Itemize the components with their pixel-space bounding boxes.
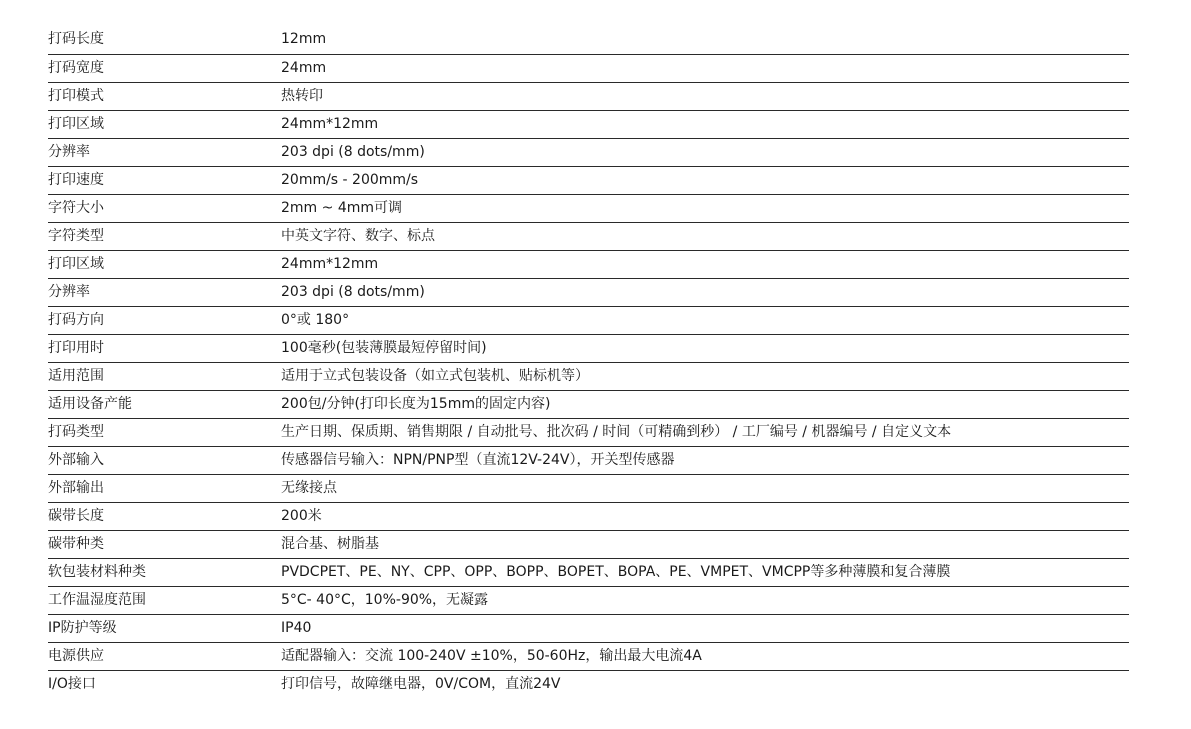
spec-row [48,110,1129,138]
spec-row [48,250,1129,278]
spec-row [48,502,1129,530]
spec-value: 生产日期、保质期、销售期限 / 自动批号、批次码 / 时间（可精确到秒） / 工厂编号 / 机器编号 / 自定义文本 [281,423,952,440]
spec-row [48,278,1129,306]
spec-value: 24mm [281,59,327,76]
spec-value: 无缘接点 [281,479,337,496]
spec-label: 字符大小 [48,199,104,216]
spec-label: 碳带长度 [48,507,104,524]
spec-label: I/O接口 [48,675,96,692]
spec-label: 打码方向 [48,311,104,328]
spec-label: 适用设备产能 [48,395,132,412]
spec-label: 分辨率 [48,143,90,160]
spec-label: 分辨率 [48,283,90,300]
spec-label: IP防护等级 [48,619,117,636]
spec-row [48,418,1129,446]
spec-label: 字符类型 [48,227,104,244]
spec-value: 203 dpi (8 dots/mm) [281,283,425,300]
spec-table-body [48,26,1129,698]
spec-row [48,558,1129,586]
spec-row [48,334,1129,362]
spec-label: 打印速度 [48,171,104,188]
spec-value: 20mm/s - 200mm/s [281,171,419,188]
spec-value: 200米 [281,507,322,524]
spec-row [48,586,1129,614]
spec-label: 打印区域 [48,115,104,132]
spec-table [48,26,1129,698]
spec-label: 碳带种类 [48,535,104,552]
spec-value: 203 dpi (8 dots/mm) [281,143,425,160]
spec-row [48,138,1129,166]
spec-label: 工作温湿度范围 [48,591,146,608]
spec-label: 外部输出 [48,479,104,496]
spec-value: 24mm*12mm [281,115,379,132]
spec-row [48,166,1129,194]
spec-label: 打印模式 [48,87,104,104]
spec-value: 打印信号，故障继电器，0V/COM，直流24V [281,675,561,692]
spec-value: 适用于立式包装设备（如立式包装机、贴标机等） [281,367,589,384]
spec-value: IP40 [281,619,312,636]
spec-row [48,222,1129,250]
spec-row [48,194,1129,222]
spec-label: 打码类型 [48,423,104,440]
spec-value: 热转印 [281,87,323,104]
spec-row [48,530,1129,558]
spec-value: 2mm ~ 4mm可调 [281,199,402,216]
spec-row [48,54,1129,82]
spec-value: 100毫秒(包装薄膜最短停留时间) [281,339,487,356]
spec-label: 打码长度 [48,31,104,48]
spec-row [48,82,1129,110]
spec-value: 混合基、树脂基 [281,535,379,552]
spec-row [48,670,1129,698]
spec-label: 适用范围 [48,367,104,384]
spec-row [48,26,1129,54]
spec-row [48,362,1129,390]
spec-value: 200包/分钟(打印长度为15mm的固定内容) [281,395,551,412]
spec-label: 打印区域 [48,255,104,272]
spec-label: 外部输入 [48,451,104,468]
spec-label: 打码宽度 [48,59,104,76]
spec-row [48,614,1129,642]
spec-value: PVDCPET、PE、NY、CPP、OPP、BOPP、BOPET、BOPA、PE、VMPET、VMCPP等多种薄膜和复合薄膜 [281,563,951,580]
spec-row [48,474,1129,502]
spec-row [48,306,1129,334]
spec-row [48,642,1129,670]
spec-label: 软包装材料种类 [48,563,146,580]
spec-value: 适配器输入：交流 100-240V ±10%，50-60Hz，输出最大电流4A [281,647,702,664]
spec-value: 传感器信号输入：NPN/PNP型（直流12V-24V），开关型传感器 [281,451,675,468]
spec-label: 打印用时 [48,339,104,356]
spec-value: 24mm*12mm [281,255,379,272]
spec-value: 5°C- 40°C，10%-90%，无凝露 [281,591,489,608]
spec-row [48,446,1129,474]
spec-value: 中英文字符、数字、标点 [281,227,435,244]
spec-label: 电源供应 [48,647,104,664]
spec-value: 12mm [281,31,327,48]
spec-row [48,390,1129,418]
spec-value: 0°或 180° [281,311,350,328]
